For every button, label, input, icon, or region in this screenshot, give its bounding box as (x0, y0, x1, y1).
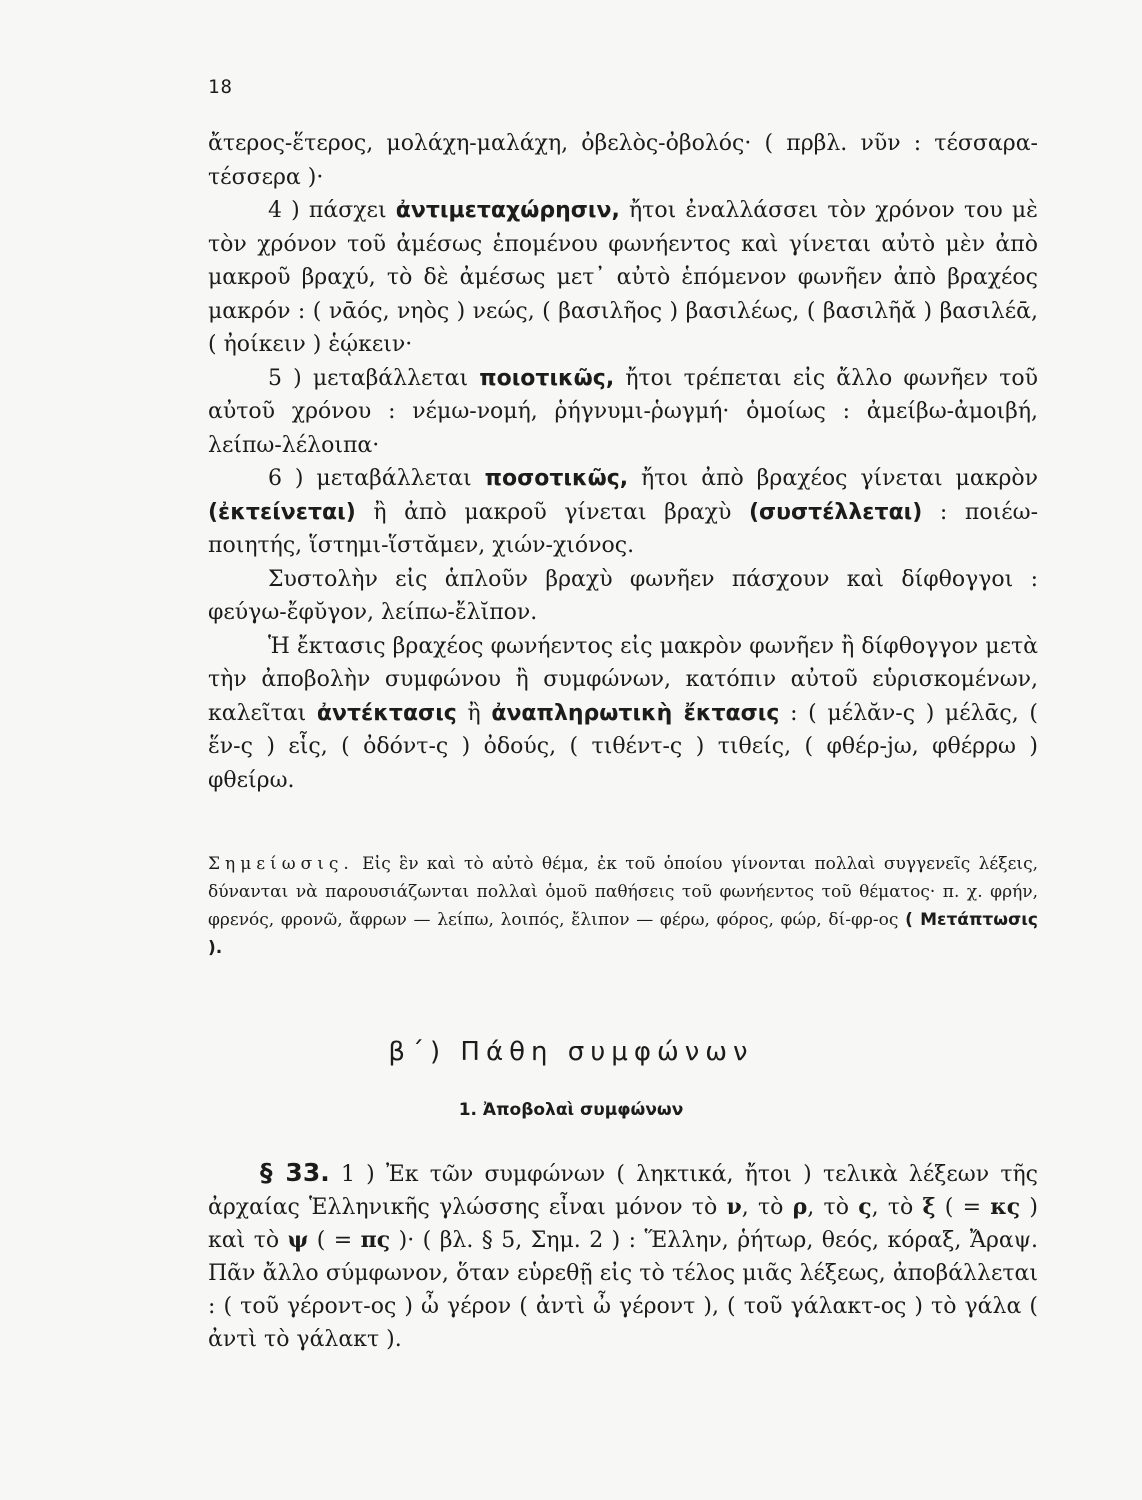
term-antimetachorisis: ἀντιμεταχώρησιν, (395, 198, 620, 223)
paragraph-6: Ἡ ἔκτασις βραχέος φωνήεντος εἰς μακρὸν φωνῆεν ἢ δίφθογγον μετὰ τὴν ἀποβολὴν συμφώνου ἢ συμφώνων, κατόπιν αὐτοῦ εὑρισκομένων, καλεῖται ἀντέκτασις ἢ ἀναπληρωτικὴ ἔκτασις : ( μέλᾰν-ς ) μέλᾱς, ( ἕν-ς ) εἷς, ( ὀδόντ-ς ) ὀδούς, ( τιθέντ-ς ) τιθείς, ( φθέρ-jω, φθέρρω ) φθείρω. (208, 633, 1038, 793)
note-text: Εἰς ἓν καὶ τὸ αὐτὸ θέμα, ἐκ τοῦ ὁποίου γίνονται πολλαὶ συγγενεῖς λέξεις, δύνανται νὰ παρουσιάζωνται πολλαὶ ὁμοῦ παθήσεις τοῦ φωνήεντος τοῦ θέματος· π. χ. φρήν, φρενός, φρονῶ, ἄφρων — λείπω, λοιπός, ἔλιπον — φέρω, φόρος, φώρ, δί-φρ-ος (208, 854, 1038, 930)
page-number: 18 (208, 76, 233, 98)
paragraph-5: Συστολὴν εἰς ἁπλοῦν βραχὺ φωνῆεν πάσχουν καὶ δίφθογγοι : φεύγω-ἔφῠγον, λείπω-ἔλῐπον. (208, 566, 1038, 625)
note (208, 850, 1038, 962)
term-antektasis: ἀντέκτασις (316, 700, 457, 726)
term-systelletai: (συστέλλεται) (748, 499, 923, 525)
paragraph-33: § 33. 1 ) Ἐκ τῶν συμφώνων ( ληκτικά, ἤτοι ) τελικὰ λέξεων τῆς ἀρχαίας Ἑλληνικῆς γλώσσης εἶναι μόνον τὸ ν, τὸ ρ, τὸ ς, τὸ ξ ( = κς ) καὶ τὸ ψ ( = πς )· ( βλ. § 5, Σημ. 2 ) : Ἕλλην, ῥήτωρ, θεός, κόραξ, Ἄραψ. Πᾶν ἄλλο σύμφωνον, ὅταν εὑρεθῇ εἰς τὸ τέλος μιᾶς λέξεως, ἀποβάλλεται : ( τοῦ γέροντ-ος ) ὦ γέρον ( ἀντὶ ὦ γέροντ ), ( τοῦ γάλακτ-ος ) τὸ γάλα ( ἀντὶ τὸ γάλακτ ). (208, 1158, 1038, 1352)
term-posotikos: ποσοτικῶς, (484, 466, 629, 491)
section-number: § 33. (260, 1158, 330, 1187)
paragraph-2: 4 ) πάσχει ἀντιμεταχώρησιν, ἤτοι ἐναλλάσσει τὸν χρόνον του μὲ τὸν χρόνον τοῦ ἀμέσως ἑπομένου φωνήεντος καὶ γίνεται αὐτὸ μὲν ἀπὸ μακροῦ βραχύ, τὸ δὲ ἀμέσως μετ᾽ αὐτὸ ἑπόμενον φωνῆεν ἀπὸ βραχέος μακρόν : ( νᾱός, νηὸς ) νεώς, ( βασιλῆος ) βασιλέως, ( βασιλῆᾰ ) βασιλέᾱ, ( ἠοίκειν ) ἑῴκειν· (208, 198, 1038, 357)
paragraph-1: ἄτερος-ἕτερος, μολάχη-μαλάχη, ὀβελὸς-ὀβολός· ( πρβλ. νῦν : τέσσαρα-τέσσερα )· (208, 131, 1038, 190)
note-label: Σημείωσις. (208, 854, 354, 874)
paragraph-4: 6 ) μεταβάλλεται ποσοτικῶς, ἤτοι ἀπὸ βραχέος γίνεται μακρὸν (ἐκτείνεται) ἢ ἀπὸ μακροῦ γίνεται βραχὺ (συστέλλεται) : ποιέω-ποιητής, ἵστημι-ἵστᾰμεν, χιών-χιόνος. (208, 466, 1039, 558)
term-ekteinetai: (ἐκτείνεται) (208, 499, 356, 525)
section-heading: β΄) Πάθη συμφώνων (388, 1037, 754, 1067)
term-anaplirotiki-ektasis: ἀναπληρωτικὴ ἔκτασις (491, 700, 780, 726)
main-text (208, 127, 1038, 797)
note-bold: ( Μετάπτωσις ). (208, 910, 1038, 958)
term-poiotikos: ποιοτικῶς, (479, 365, 615, 391)
paragraph-3: 5 ) μεταβάλλεται ποιοτικῶς, ἤτοι τρέπεται εἰς ἄλλο φωνῆεν τοῦ αὐτοῦ χρόνου : νέμω-νομή, ῥήγνυμι-ῥωγμή· ὁμοίως : ἀμείβω-ἀμοιβή, λείπω-λέλοιπα· (208, 365, 1038, 458)
sub-heading: 1. Ἀποβολαὶ συμφώνων (458, 1100, 684, 1120)
